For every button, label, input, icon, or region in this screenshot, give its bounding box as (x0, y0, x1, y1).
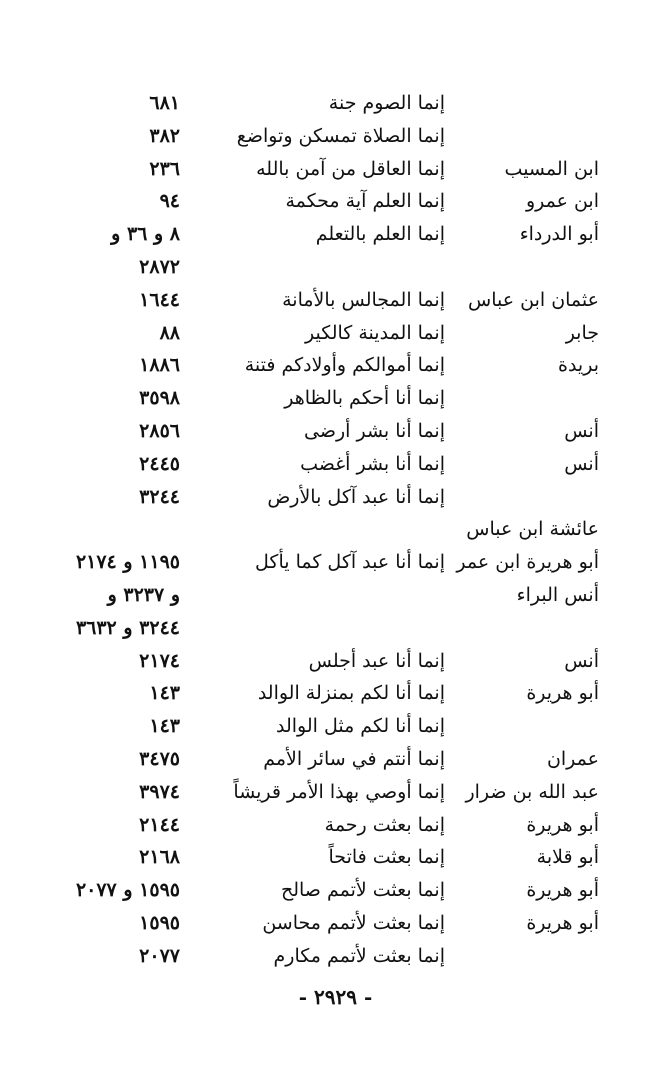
narrator-name: ابن عمرو (525, 190, 599, 213)
hadith-refs: ٣٤٧٥ (139, 748, 180, 770)
index-row (0, 613, 671, 646)
hadith-text: إنما المدينة كالكير (305, 321, 445, 344)
index-row (0, 744, 671, 777)
narrator-name: عبد الله بن ضرار (465, 780, 599, 803)
hadith-refs: ٦٨١ (149, 92, 180, 114)
hadith-refs: ١٦٤٤ (139, 288, 180, 311)
index-row (0, 449, 671, 482)
index-row (0, 350, 671, 383)
index-row (0, 875, 671, 908)
hadith-text: إنما أنا لكم بمنزلة الوالد (257, 682, 445, 705)
hadith-refs: ٢١٧٤ (139, 649, 180, 672)
narrator-name: عمران (546, 748, 599, 770)
hadith-text: إنما بعثت لأتمم صالح (280, 879, 445, 902)
index-row (0, 842, 671, 875)
index-row (0, 711, 671, 744)
page-number: - ٢٩٢٩ - (298, 985, 373, 1009)
hadith-refs: ٢١٦٨ (139, 846, 180, 869)
index-row (0, 810, 671, 843)
index-row (0, 318, 671, 351)
hadith-refs: ١٤٣ (149, 715, 180, 738)
hadith-refs: ٢٨٥٦ (139, 420, 180, 442)
narrator-name: أبو هريرة (526, 682, 599, 705)
index-row (0, 285, 671, 318)
index-row (0, 941, 671, 974)
index-row (0, 121, 671, 154)
hadith-refs: ٨ و ٣٦ و (111, 223, 180, 246)
hadith-refs: ٢٤٤٥ (139, 452, 180, 475)
narrator-name: ابن المسيب (504, 157, 599, 180)
index-row (0, 416, 671, 449)
hadith-text: إنما العلم بالتعلم (315, 223, 445, 246)
hadith-refs: ٨٨ (159, 321, 180, 344)
hadith-refs: ١٥٩٥ (139, 912, 180, 934)
hadith-refs: ١١٩٥ و ٢١٧٤ (75, 551, 180, 574)
narrator-name: عائشة ابن عباس (466, 518, 599, 541)
hadith-refs: ٣٩٧٤ (139, 780, 180, 803)
hadith-text: إنما العاقل من آمن بالله (256, 157, 445, 180)
hadith-text: إنما أنا بشر أرضى (304, 420, 445, 442)
hadith-refs: ٢٠٧٧ (139, 944, 180, 967)
narrator-name: أبو الدرداء (519, 223, 599, 246)
index-row (0, 252, 671, 285)
hadith-refs: ٢٨٧٢ (139, 256, 180, 278)
narrator-name: بريدة (558, 354, 599, 377)
narrator-name: أنس البراء (516, 584, 599, 606)
narrator-name: جابر (565, 321, 599, 344)
hadith-refs: ٢١٤٤ (139, 813, 180, 836)
hadith-refs: ٩٤ (159, 190, 180, 213)
hadith-refs: ٣٢٤٤ و ٣٦٣٢ (75, 616, 180, 639)
hadith-text: إنما الصوم جنة (328, 92, 445, 114)
hadith-text: إنما بعثت لأتمم مكارم (273, 944, 445, 967)
index-row (0, 383, 671, 416)
index-row (0, 186, 671, 219)
index-row (0, 154, 671, 187)
narrator-name: أنس (564, 452, 599, 475)
hadith-text: إنما أنا عبد آكل كما يأكل (255, 551, 445, 574)
narrator-name: أبو هريرة (526, 912, 599, 934)
hadith-text: إنما بعثت فاتحاً (328, 846, 445, 869)
hadith-refs: ٢٣٦ (149, 157, 180, 180)
narrator-name: أبو هريرة ابن عمر (456, 551, 599, 574)
narrator-name: أبو قلابة (536, 846, 599, 869)
index-row (0, 580, 671, 613)
narrator-name: أبو هريرة (526, 813, 599, 836)
hadith-refs: ١٥٩٥ و ٢٠٧٧ (75, 879, 180, 902)
narrator-name: عثمان ابن عباس (468, 288, 599, 311)
narrator-name: أبو هريرة (526, 879, 599, 902)
hadith-text: إنما أنا عبد آكل بالأرض (267, 485, 445, 508)
hadith-text: إنما أوصي بهذا الأمر قريشاً (233, 780, 445, 803)
index-row (0, 547, 671, 580)
hadith-refs: ٣٨٢ (149, 124, 180, 147)
hadith-refs: ١٤٣ (149, 682, 180, 705)
hadith-text: إنما الصلاة تمسكن وتواضع (236, 124, 445, 147)
index-row (0, 482, 671, 515)
hadith-text: إنما أنتم في سائر الأمم (263, 748, 445, 770)
index-row (0, 514, 671, 547)
hadith-text: إنما أنا لكم مثل الوالد (275, 715, 445, 738)
hadith-text: إنما بعثت لأتمم محاسن (262, 912, 445, 934)
hadith-text: إنما العلم آية محكمة (285, 190, 445, 213)
narrator-name: أنس (564, 420, 599, 442)
hadith-refs: و ٣٢٣٧ و (107, 584, 180, 606)
index-row (0, 777, 671, 810)
hadith-text: إنما أنا بشر أغضب (300, 452, 445, 475)
hadith-refs: ١٨٨٦ (139, 354, 180, 377)
index-row (0, 678, 671, 711)
hadith-text: إنما أنا أحكم بالظاهر (284, 387, 445, 410)
hadith-text: إنما أنا عبد أجلس (308, 649, 445, 672)
index-row (0, 219, 671, 252)
hadith-text: إنما بعثت رحمة (324, 813, 445, 836)
narrator-name: أنس (564, 649, 599, 672)
hadith-refs: ٣٢٤٤ (139, 485, 180, 508)
hadith-refs: ٣٥٩٨ (139, 387, 180, 410)
index-row (0, 646, 671, 679)
index-row (0, 88, 671, 121)
hadith-text: إنما المجالس بالأمانة (282, 288, 445, 311)
hadith-text: إنما أموالكم وأولادكم فتنة (244, 354, 445, 377)
index-row (0, 908, 671, 941)
